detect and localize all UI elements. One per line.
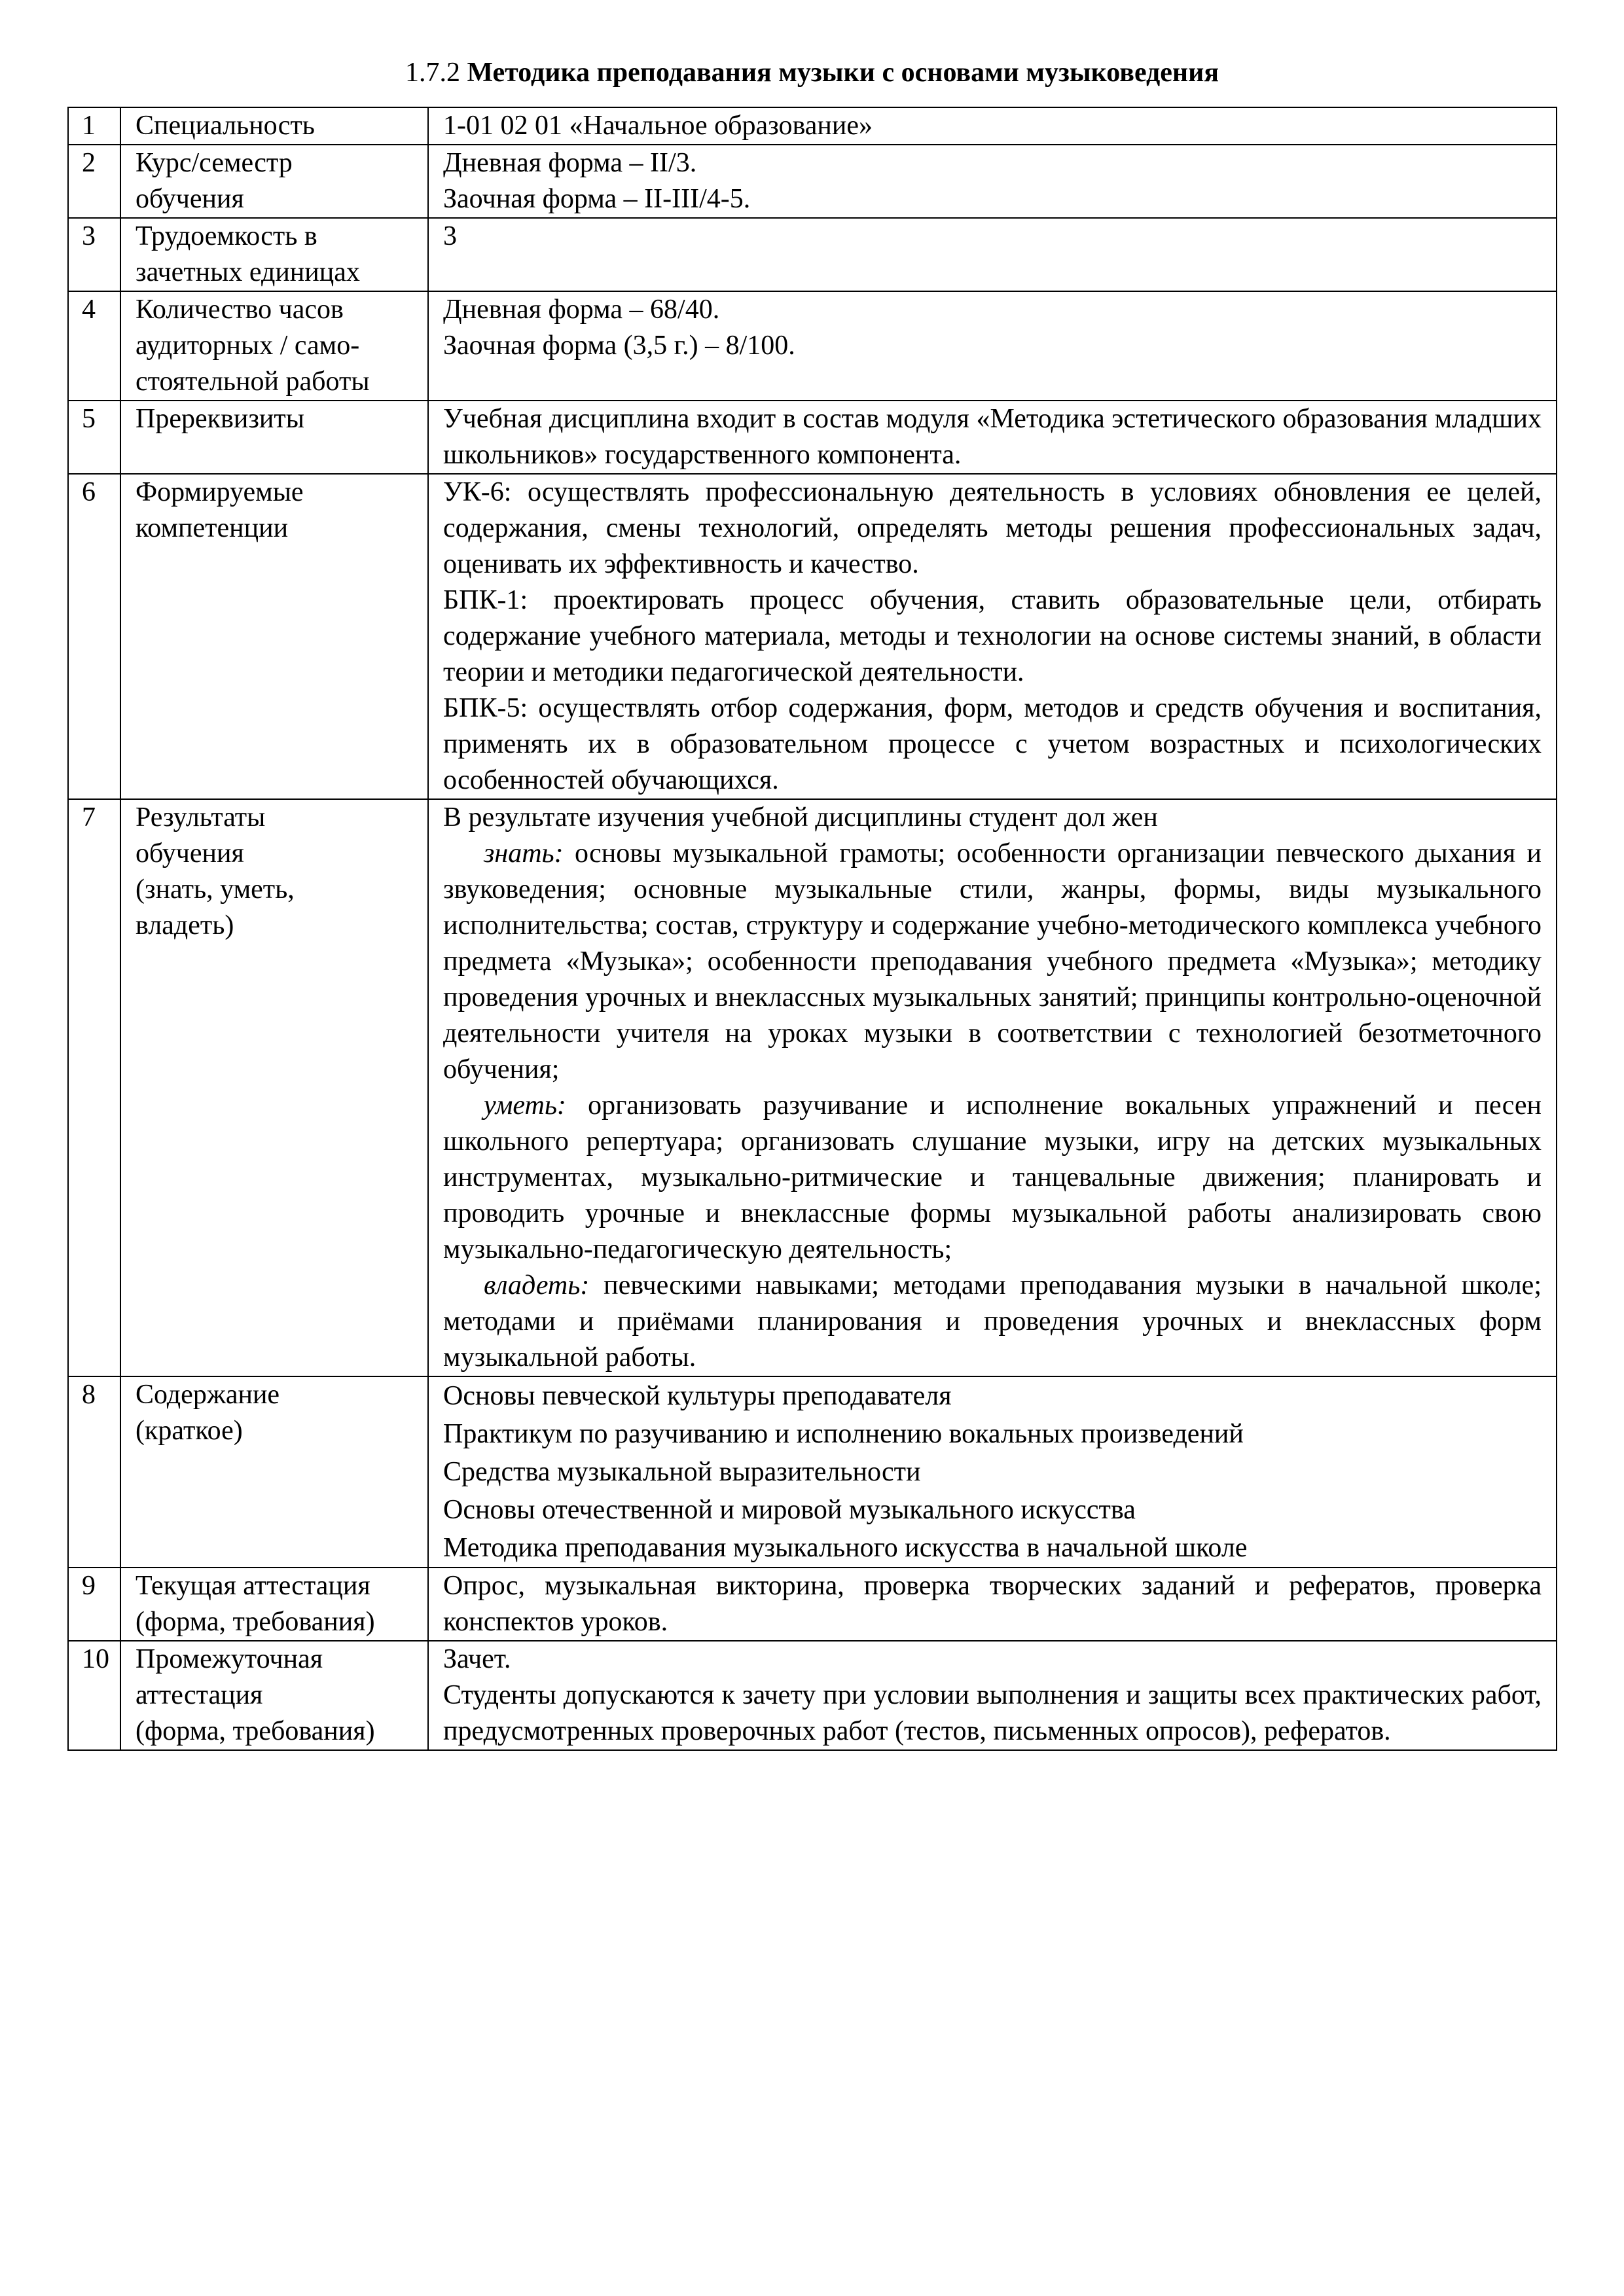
can-text: организовать разучивание и исполнение вокальных упражнений и песен школьного репертуара; организовать слушание музыки, игру на детских музыкальных инструментах, музыкально-ритмические и танцевальные движения; планировать и проводить урочные и внеклассные формы музыкальной работы анализировать свою музыкально-педагогическую деятельность;: [443, 1090, 1542, 1265]
label-line: (форма, требования): [135, 1716, 375, 1746]
label-line: компетенции: [135, 513, 289, 543]
title-number: 1.7.2: [405, 58, 467, 88]
content-line: Дневная форма – 68/40.: [443, 295, 720, 325]
table-row: [68, 218, 1557, 291]
label-line: (знать, уметь,: [135, 874, 295, 905]
results-intro: В результате изучения учебной дисциплины студент дол жен: [443, 802, 1158, 833]
row-number: 3: [68, 218, 120, 291]
label-line: Специальность: [135, 111, 315, 141]
row-number: 8: [68, 1376, 120, 1568]
row-number: 1: [68, 107, 120, 145]
row-number: 5: [68, 401, 120, 474]
results-know: [443, 836, 1542, 1088]
label-line: аудиторных / само-: [135, 331, 360, 361]
row-content: [428, 401, 1557, 474]
table-row: [68, 107, 1557, 145]
document-title: [0, 52, 1624, 93]
know-text: основы музыкальной грамоты; особенности организации певческого дыхания и звуковедения; основные музыкальные стили, жанры, формы, виды музыкального исполнительства; состав, структуру и содержание учебно-методического комплекса учебного предмета «Музыка»; особенности преподавания учебного предмета «Музыка»; методику проведения урочных и внеклассных музыкальных занятий; принципы контрольно-оценочной деятельности учителя на уроках музыки в соответствии с технологией безотметочного обучения;: [443, 838, 1542, 1085]
label-line: обучения: [135, 838, 244, 869]
know-label: знать:: [484, 838, 564, 869]
competence-bpk5: БПК-5: осуществлять отбор содержания, форм, методов и средств обучения и воспитания, применять их в образовательном процессе с учетом возрастных и психологических особенностей обучающихся.: [443, 693, 1542, 795]
label-line: Формируемые: [135, 477, 304, 507]
table-row: [68, 145, 1557, 218]
label-line: Результаты: [135, 802, 266, 833]
label-line: владеть): [135, 910, 234, 941]
row-label: [120, 218, 428, 291]
table-row: [68, 401, 1557, 474]
table-row: [68, 1376, 1557, 1568]
row-label: [120, 799, 428, 1376]
row-label: [120, 107, 428, 145]
content-topic: Методика преподавания музыкального искусства в начальной школе: [443, 1533, 1248, 1563]
competence-bpk1: БПК-1: проектировать процесс обучения, ставить образовательные цели, отбирать содержание учебного материала, методы и технологии на основе системы знаний, в области теории и методики педагогической деятельности.: [443, 585, 1542, 687]
row-number: 10: [68, 1641, 120, 1750]
row-number: 4: [68, 291, 120, 401]
content-topic: Практикум по разучиванию и исполнению вокальных произведений: [443, 1419, 1244, 1449]
syllabus-table: [67, 107, 1557, 1751]
title-text: Методика преподавания музыки с основами музыковедения: [467, 58, 1219, 88]
content-paragraph: Учебная дисциплина входит в состав модуля «Методика эстетического образования младших школьников» государственного компонента.: [443, 404, 1542, 470]
content-topic: Средства музыкальной выразительности: [443, 1457, 921, 1487]
content-line: 3: [443, 221, 457, 251]
label-line: Трудоемкость в: [135, 221, 317, 251]
content-line: Заочная форма (3,5 г.) – 8/100.: [443, 331, 795, 361]
row-content: [428, 291, 1557, 401]
row-label: [120, 474, 428, 799]
content-topic: Основы отечественной и мировой музыкального искусства: [443, 1495, 1136, 1525]
own-text: певческими навыками; методами преподавания музыки в начальной школе; методами и приёмами планирования и проведения урочных и внеклассных форм музыкальной работы.: [443, 1270, 1542, 1372]
label-line: Промежуточная: [135, 1644, 323, 1674]
content-line: Заочная форма – II-III/4-5.: [443, 184, 751, 214]
table-row: [68, 474, 1557, 799]
row-content: [428, 1568, 1557, 1641]
table-row: [68, 1641, 1557, 1750]
row-label: [120, 1376, 428, 1568]
row-content: [428, 1376, 1557, 1568]
row-content: [428, 474, 1557, 799]
results-own: [443, 1268, 1542, 1376]
label-line: стоятельной работы: [135, 367, 370, 397]
label-line: аттестация: [135, 1680, 263, 1710]
content-topic: Основы певческой культуры преподавателя: [443, 1381, 952, 1411]
label-line: Текущая аттестация: [135, 1571, 370, 1601]
row-label: [120, 291, 428, 401]
row-label: [120, 401, 428, 474]
row-number: 6: [68, 474, 120, 799]
content-line: 1-01 02 01 «Начальное образование»: [443, 111, 873, 141]
own-label: владеть:: [484, 1270, 590, 1300]
table-row: [68, 1568, 1557, 1641]
row-label: [120, 1568, 428, 1641]
label-line: зачетных единицах: [135, 257, 360, 287]
row-content: [428, 1641, 1557, 1750]
label-line: Пререквизиты: [135, 404, 304, 434]
label-line: (краткое): [135, 1416, 243, 1446]
content-line: Дневная форма – II/3.: [443, 148, 697, 178]
table-row: [68, 291, 1557, 401]
label-line: Содержание: [135, 1380, 280, 1410]
row-number: 2: [68, 145, 120, 218]
competence-uk6: УК-6: осуществлять профессиональную деятельность в условиях обновления ее целей, содержания, смены технологий, определять методы решения профессиональных задач, оценивать их эффективность и качество.: [443, 477, 1542, 579]
row-content: [428, 218, 1557, 291]
label-line: Курс/семестр: [135, 148, 293, 178]
content-paragraph: Опрос, музыкальная викторина, проверка творческих заданий и рефератов, проверка конспектов уроков.: [443, 1571, 1542, 1637]
table-row: [68, 799, 1557, 1376]
can-label: уметь:: [484, 1090, 566, 1121]
row-number: 7: [68, 799, 120, 1376]
row-content: [428, 145, 1557, 218]
label-line: Количество часов: [135, 295, 344, 325]
results-can: [443, 1088, 1542, 1268]
row-content: [428, 107, 1557, 145]
row-label: [120, 145, 428, 218]
label-line: (форма, требования): [135, 1607, 375, 1637]
row-number: 9: [68, 1568, 120, 1641]
label-line: обучения: [135, 184, 244, 214]
content-paragraph: Зачет.: [443, 1644, 511, 1674]
row-label: [120, 1641, 428, 1750]
row-content: [428, 799, 1557, 1376]
content-paragraph: Студенты допускаются к зачету при условии выполнения и защиты всех практических работ, предусмотренных проверочных работ (тестов, письменных опросов), рефератов.: [443, 1680, 1542, 1746]
